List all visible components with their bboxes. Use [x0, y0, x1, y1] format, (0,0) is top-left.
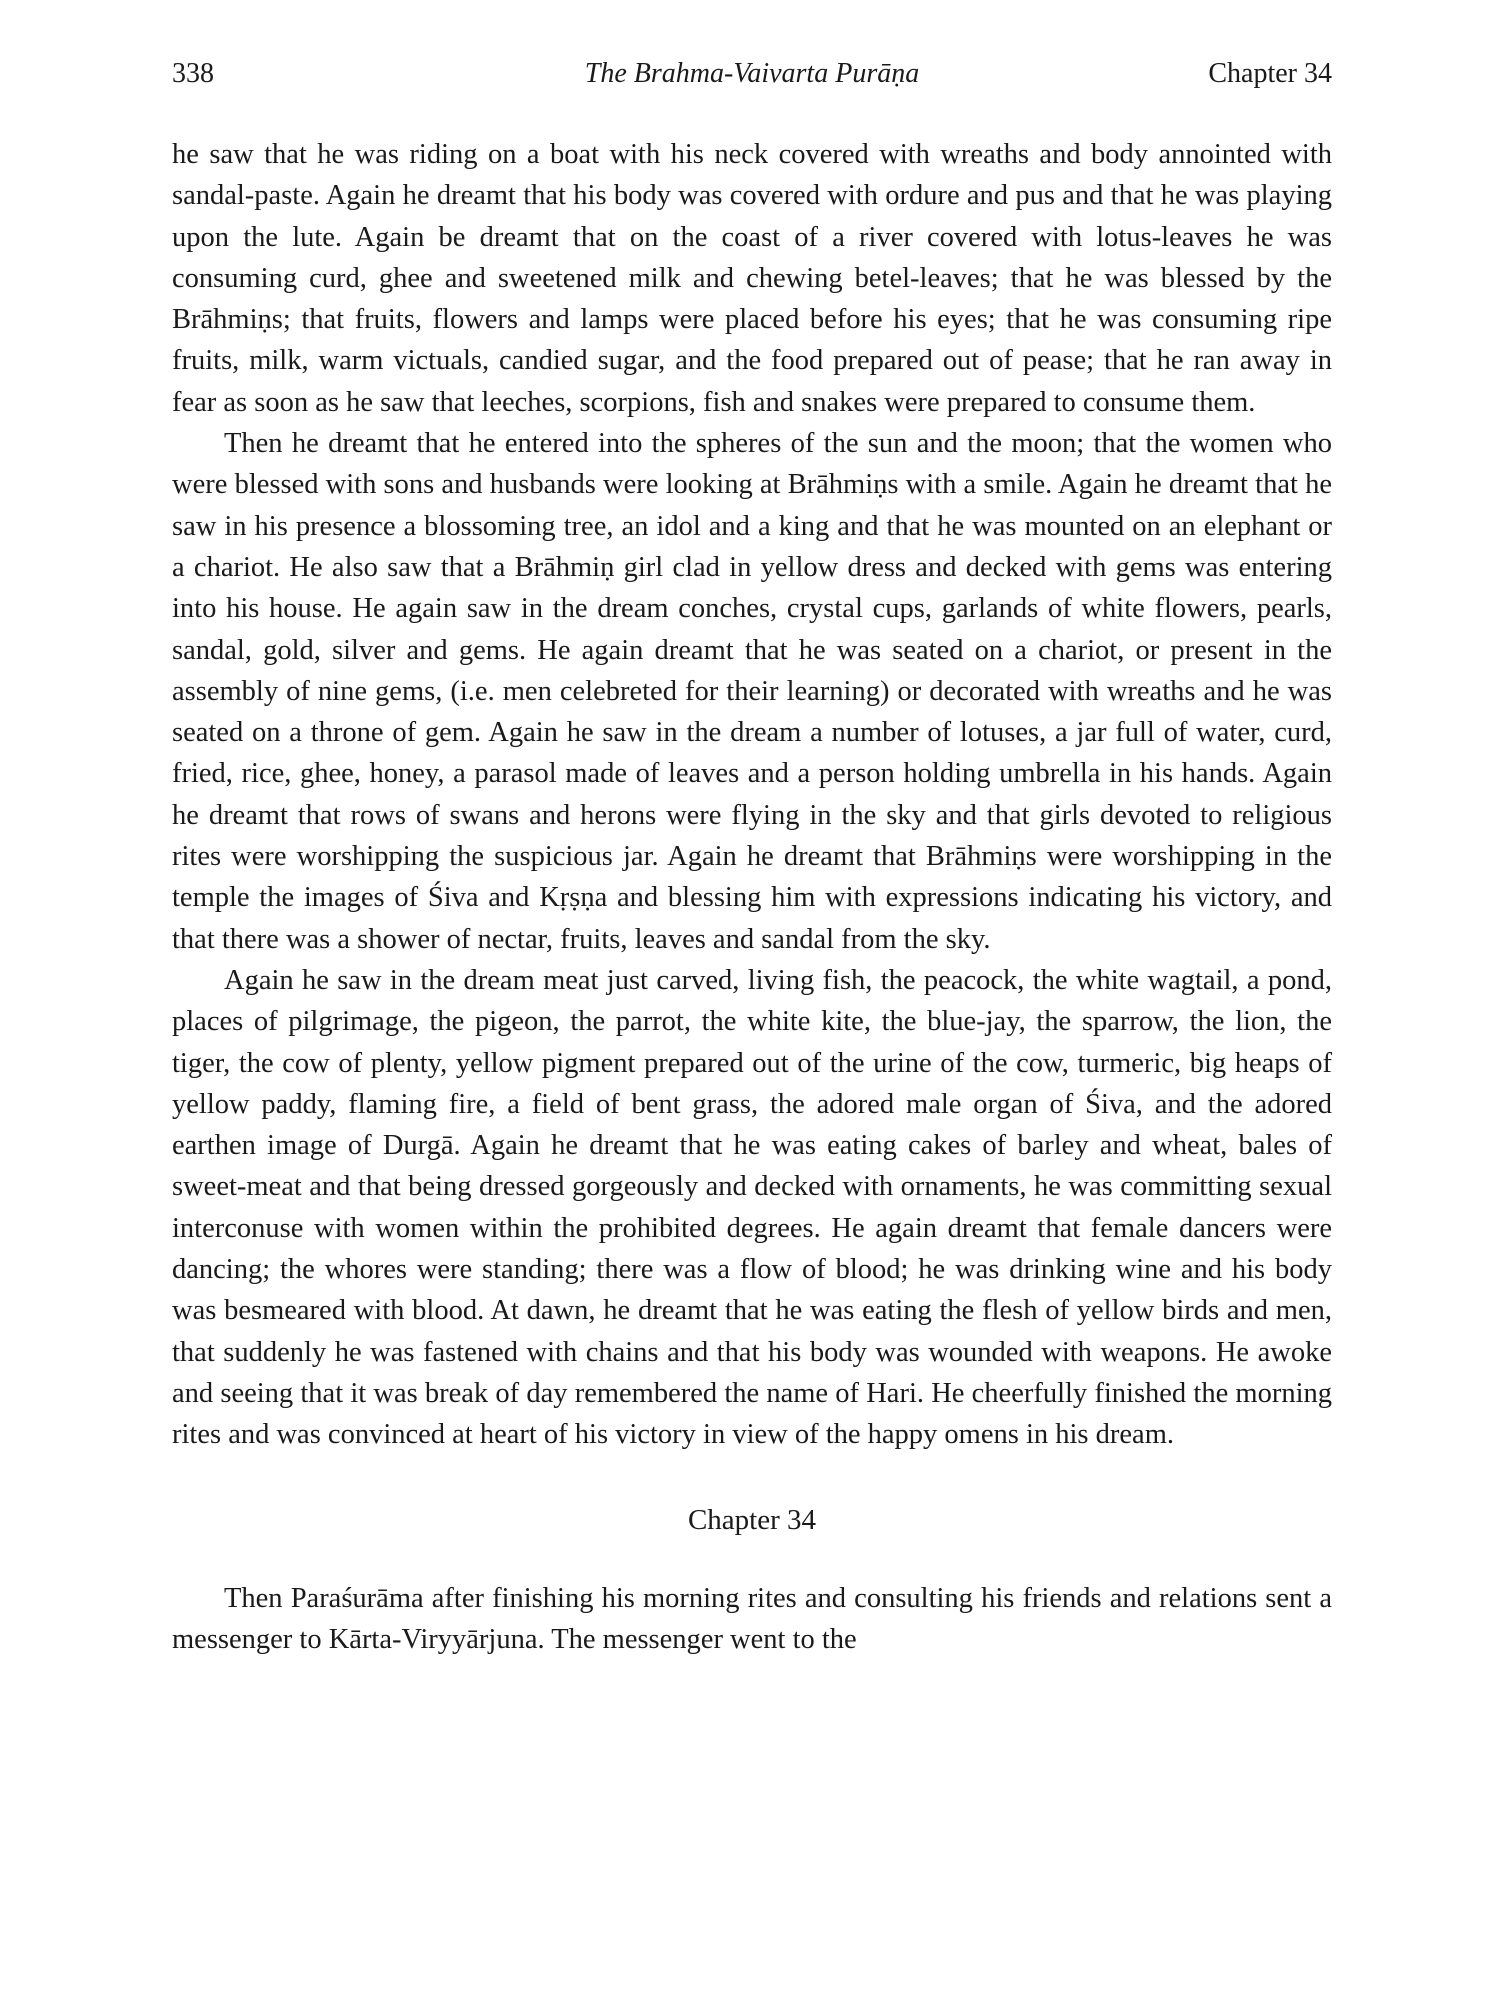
running-head [172, 52, 1332, 96]
paragraph: Again he saw in the dream meat just carved, living fish, the peacock, the white wagtail, a pond, places of pilgrimage, the pigeon, the parrot, the white kite, the blue-jay, the sparrow, the lion, the tiger, the cow of plenty, yellow pigment prepared out of the urine of the cow, turmeric, big heaps of yellow paddy, flaming fire, a field of bent grass, the adored male organ of Śiva, and the adored earthen image of Durgā. Again he dreamt that he was eating cakes of barley and wheat, bales of sweet-meat and that being dressed gorgeously and decked with ornaments, he was committing sexual interconuse with women within the prohibited degrees. He again dreamt that female dancers were dancing; the whores were standing; there was a flow of blood; he was drinking wine and his body was besmeared with blood. At dawn, he dreamt that he was eating the flesh of yellow birds and men, that suddenly he was fastened with chains and that his body was wounded with weapons. He awoke and seeing that it was break of day remembered the name of Hari. He cheerfully finished the morning rites and was convinced at heart of his victory in view of the happy omens in his dream. [172, 964, 1332, 1451]
paragraph: he saw that he was riding on a boat with his neck covered with wreaths and body annointed with sandal-paste. Again he dreamt that his body was covered with ordure and pus and that he was playing upon the lute. Again be dreamt that on the coast of a river covered with lotus-leaves he was consuming curd, ghee and sweetened milk and chewing betel-leaves; that he was blessed by the Brāhmiṇs; that fruits, flowers and lamps were placed before his eyes; that he was consuming ripe fruits, milk, warm victuals, candied sugar, and the food prepared out of pease; that he ran away in fear as soon as he saw that leeches, scorpions, fish and snakes were prepared to consume them. [172, 139, 1332, 418]
paragraph: Then he dreamt that he entered into the spheres of the sun and the moon; that the women who were blessed with sons and husbands were looking at Brāhmiṇs with a smile. Again he dreamt that he saw in his presence a blossoming tree, an idol and a king and that he was mounted on an elephant or a chariot. He also saw that a Brāhmiṇ girl clad in yellow dress and decked with gems was entering into his house. He again saw in the dream conches, crystal cups, garlands of white flowers, pearls, sandal, gold, silver and gems. He again dreamt that he was seated on a chariot, or present in the assembly of nine gems, (i.e. men celebreted for their learning) or decorated with wreaths and he was seated on a throne of gem. Again he saw in the dream a number of lotuses, a jar full of water, curd, fried, rice, ghee, honey, a parasol made of leaves and a person holding umbrella in his hands. Again he dreamt that rows of swans and herons were flying in the sky and that girls devoted to religious rites were worshipping the suspicious jar. Again he dreamt that Brāhmiṇs were worshipping in the temple the images of Śiva and Kṛṣṇa and blessing him with expressions indicating his victory, and that there was a shower of nectar, fruits, leaves and sandal from the sky. [172, 428, 1332, 955]
book-title: The Brahma-Vaivarta Purāṇa [584, 58, 920, 89]
chapter-heading: Chapter 34 [687, 1503, 817, 1536]
page-number: 338 [172, 58, 214, 89]
body-text [172, 134, 1332, 1660]
paragraph: Then Paraśurāma after finishing his morning rites and consulting his friends and relations sent a messenger to Kārta-Viryyārjuna. The messenger went to the [172, 1582, 1332, 1655]
book-page [172, 52, 1332, 1660]
running-chapter-label: Chapter 34 [1208, 58, 1332, 89]
